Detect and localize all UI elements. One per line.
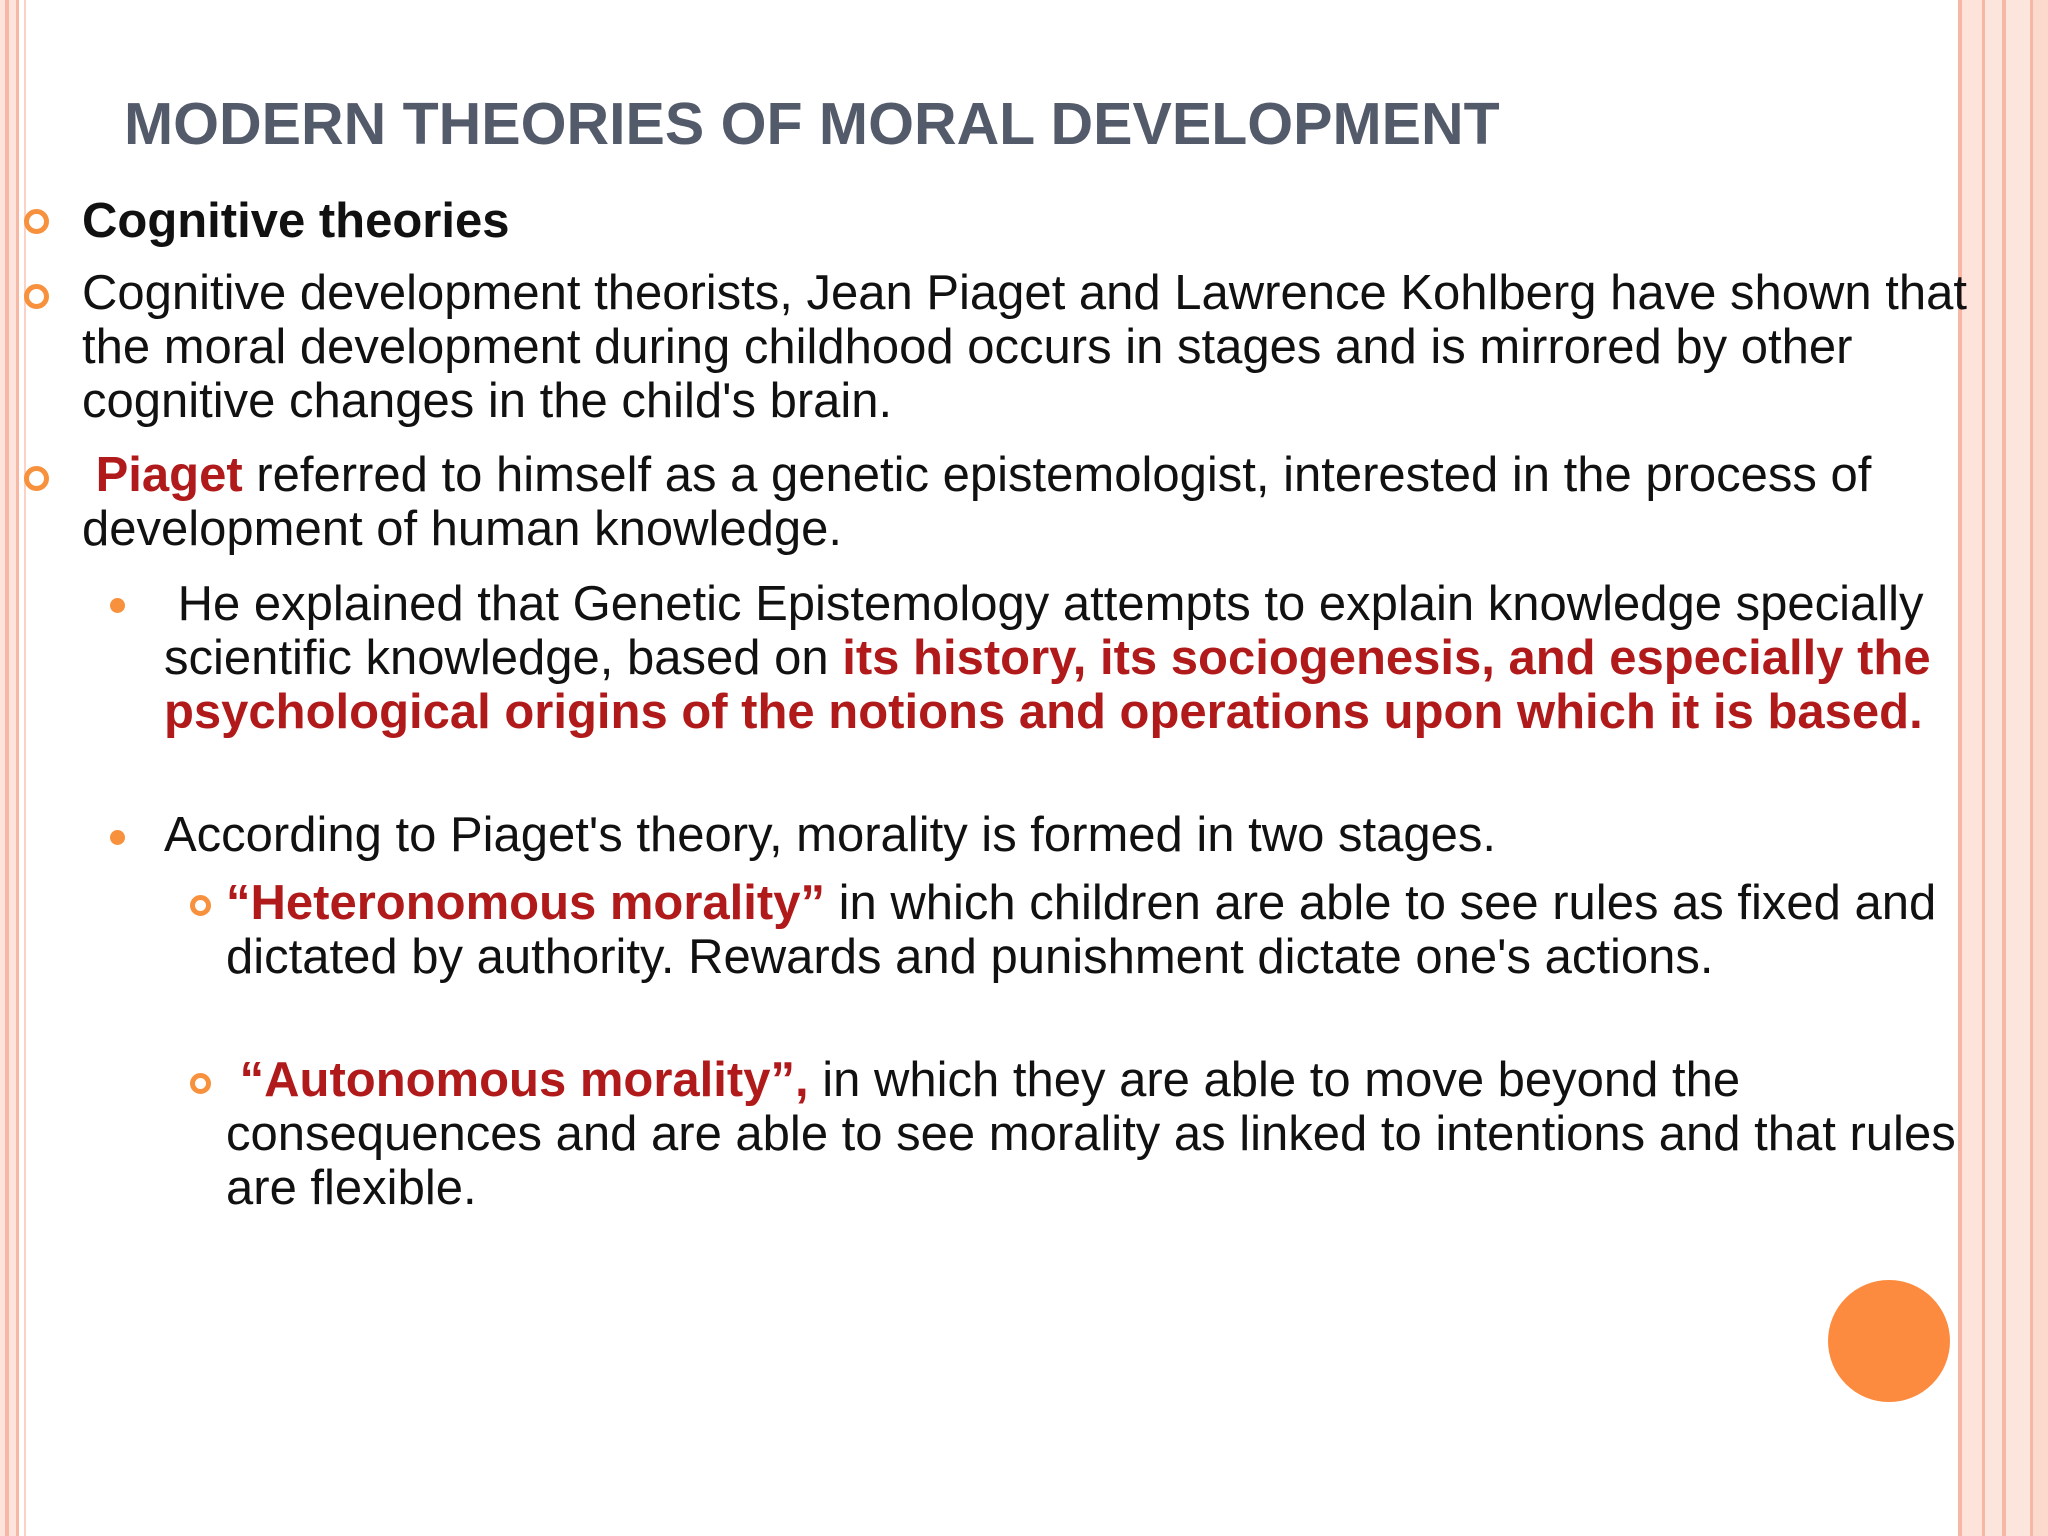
left-frame-line xyxy=(5,0,9,1536)
orange-dot-icon xyxy=(110,830,125,845)
bullet-heteronomous xyxy=(226,876,1986,984)
orange-dot-icon xyxy=(110,598,125,613)
right-frame-band xyxy=(1985,0,2031,1536)
bullet-text: Cognitive development theorists, Jean Piaget and Lawrence Kohlberg have shown that the moral development during childhood occurs in stages and is mirrored by other cognitive changes in the child's brain. xyxy=(82,266,1967,428)
bullet-text: referred to himself as a genetic epistemologist, interested in the process of development of human knowledge. xyxy=(82,448,1872,556)
left-frame-line xyxy=(24,0,26,1536)
highlight-text: “Autonomous morality”, xyxy=(239,1053,809,1107)
bullet-theorists xyxy=(82,266,1990,428)
highlight-text: its history, its sociogenesis, and especially the psychological origins of the notions and operations upon which it is based. xyxy=(164,631,1931,739)
bullet-cognitive-theories xyxy=(82,194,1990,248)
bullet-text: He explained that Genetic Epistemology attempts to explain knowledge specially scientific knowledge, based on xyxy=(164,577,1924,685)
orange-ring-icon xyxy=(24,284,49,309)
highlight-text: Piaget xyxy=(95,448,243,502)
bullet-genetic-epistemology xyxy=(164,577,1974,739)
orange-circle-icon xyxy=(1828,1280,1950,1402)
slide-title: MODERN THEORIES OF MORAL DEVELOPMENT xyxy=(124,91,1500,157)
right-frame-band xyxy=(2033,0,2048,1536)
bullet-autonomous xyxy=(226,1053,1986,1215)
bullet-text: in which children are able to see rules as fixed and dictated by authority. Rewards and punishment dictate one's actions. xyxy=(226,876,1937,984)
bullet-text: According to Piaget's theory, morality is formed in two stages. xyxy=(164,808,1497,862)
bullet-two-stages xyxy=(164,808,1974,862)
orange-ring-icon xyxy=(24,466,49,491)
right-frame-line xyxy=(2002,0,2006,1536)
bullet-piaget xyxy=(82,448,1990,556)
bullet-text: in which they are able to move beyond the consequences and are able to see morality as linked to intentions and that rules are flexible. xyxy=(226,1053,1956,1215)
orange-ring-icon xyxy=(24,209,49,234)
bullet-text: Cognitive theories xyxy=(82,194,510,248)
highlight-text: “Heteronomous morality” xyxy=(226,876,825,930)
orange-ring-icon xyxy=(190,895,211,916)
left-frame-line xyxy=(16,0,19,1536)
orange-ring-icon xyxy=(190,1073,211,1094)
